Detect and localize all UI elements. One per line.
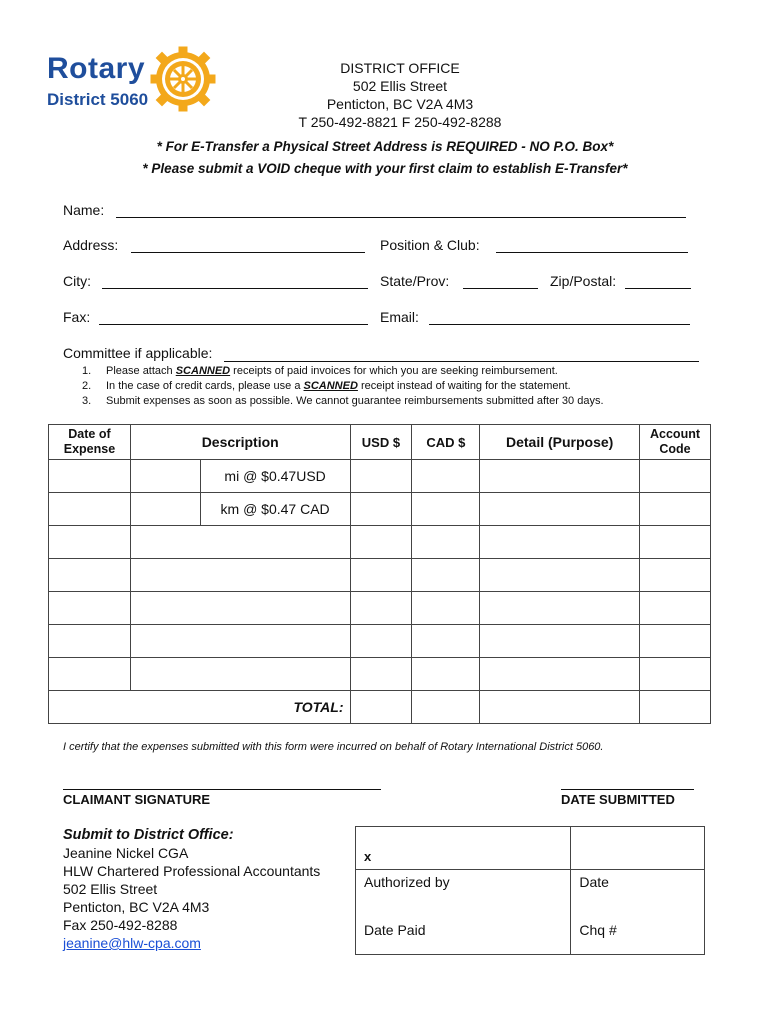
city-label: City: [63, 273, 91, 289]
submit-street: 502 Ellis Street [63, 881, 158, 897]
submit-email-link[interactable]: jeanine@hlw-cpa.com [63, 935, 201, 951]
address-label: Address: [63, 237, 119, 253]
authorized-by-label: Authorized by [364, 874, 450, 890]
header-cad: CAD $ [412, 425, 480, 460]
list-item: 1. Please attach SCANNED receipts of paid invoices for which you are seeking reimbursement. [82, 365, 558, 377]
authorized-by-cell[interactable] [356, 827, 571, 870]
office-city: Penticton, BC V2A 4M3 [326, 96, 474, 112]
table-row [49, 592, 711, 625]
claimant-signature-line[interactable] [63, 789, 381, 790]
table-row [49, 526, 711, 559]
table-row [49, 658, 711, 691]
mileage-usd-cell[interactable]: mi @ $0.47USD [200, 460, 350, 493]
name-field[interactable] [116, 217, 686, 218]
list-item: 2. In the case of credit cards, please use a SCANNED receipt instead of waiting for the statement. [82, 380, 571, 392]
submit-fax: Fax 250-492-8288 [63, 917, 178, 933]
x-mark: x [364, 849, 372, 864]
committee-field[interactable] [224, 361, 699, 362]
submit-name: Jeanine Nickel CGA [63, 845, 189, 861]
fax-label: Fax: [63, 309, 91, 325]
table-row [49, 460, 711, 493]
etransfer-notice: * For E-Transfer a Physical Street Address is REQUIRED - NO P.O. Box* [156, 139, 614, 154]
zip-label: Zip/Postal: [550, 273, 617, 289]
total-row [49, 691, 711, 724]
chq-label: Chq # [579, 922, 617, 938]
table-row [49, 625, 711, 658]
email-field[interactable] [429, 324, 690, 325]
position-club-field[interactable] [496, 252, 688, 253]
fax-field[interactable] [99, 324, 368, 325]
district-logo-text: District 5060 [47, 90, 149, 109]
payment-cell[interactable] [356, 870, 571, 955]
office-street: 502 Ellis Street [352, 78, 448, 94]
chq-cell[interactable] [571, 870, 705, 955]
certify-statement: I certify that the expenses submitted with this form were incurred on behalf of Rotary International District 5060. [63, 741, 604, 753]
header-detail: Detail (Purpose) [480, 425, 640, 460]
header-usd: USD $ [350, 425, 412, 460]
rotary-wheel-icon [150, 46, 216, 112]
office-title: DISTRICT OFFICE [340, 60, 460, 76]
table-row [49, 493, 711, 526]
submit-city: Penticton, BC V2A 4M3 [63, 899, 210, 915]
state-label: State/Prov: [380, 273, 450, 289]
date-label: Date [579, 874, 609, 890]
mileage-cad-cell[interactable]: km @ $0.47 CAD [200, 493, 350, 526]
submit-firm: HLW Chartered Professional Accountants [63, 863, 321, 879]
instructions-list [82, 364, 722, 409]
expense-table [48, 424, 711, 724]
total-cad[interactable] [412, 691, 480, 724]
committee-label: Committee if applicable: [63, 345, 213, 361]
position-club-label: Position & Club: [380, 237, 480, 253]
claimant-signature-label: CLAIMANT SIGNATURE [63, 792, 211, 807]
total-label: TOTAL: [49, 691, 351, 724]
date-paid-label: Date Paid [364, 922, 426, 938]
void-cheque-notice: * Please submit a VOID cheque with your first claim to establish E-Transfer* [142, 161, 628, 176]
authorization-box [355, 826, 705, 955]
state-field[interactable] [463, 288, 538, 289]
date-submitted-label: DATE SUBMITTED [561, 792, 675, 807]
name-label: Name: [63, 202, 105, 218]
header-date: Date of Expense [49, 425, 131, 460]
address-field[interactable] [131, 252, 365, 253]
table-row [49, 559, 711, 592]
office-phone: T 250-492-8821 F 250-492-8288 [298, 114, 502, 130]
date-submitted-line[interactable] [561, 789, 694, 790]
table-header-row [49, 425, 711, 460]
email-label: Email: [380, 309, 419, 325]
rotary-logo-text: Rotary [47, 52, 146, 85]
zip-field[interactable] [625, 288, 691, 289]
list-item: 3. Submit expenses as soon as possible. We cannot guarantee reimbursements submitted after 30 days. [82, 395, 604, 407]
header-description: Description [130, 425, 350, 460]
submit-address-block [63, 826, 320, 952]
submit-title: Submit to District Office: [63, 827, 234, 843]
city-field[interactable] [102, 288, 368, 289]
date-cell[interactable] [571, 827, 705, 870]
total-usd[interactable] [350, 691, 412, 724]
header-account-code: Account Code [640, 425, 711, 460]
